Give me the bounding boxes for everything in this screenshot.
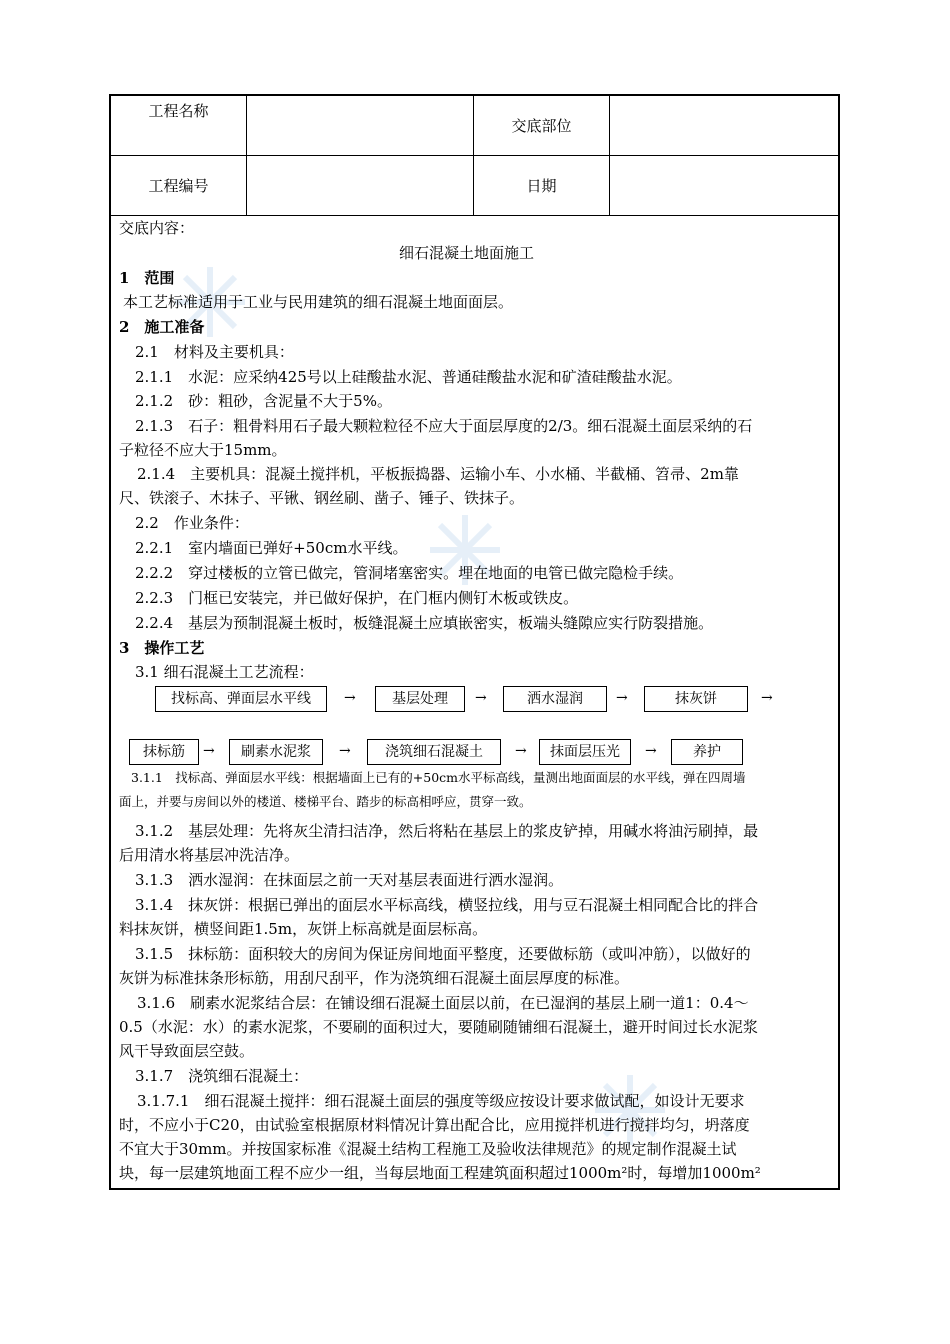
project-name-value[interactable] [247,96,474,155]
section-2-1-2: 2.1.2 砂：粗砂，含泥量不大于5%。 [135,392,392,410]
section-3-1-2-cont: 后用清水将基层冲洗洁净。 [119,846,300,864]
section-3-1-5: 3.1.5 抹标筋：面积较大的房间为保证房间地面平整度，还要做标筋（或叫冲筋），以做好的 [135,945,751,963]
flow-arrow: → [203,743,215,759]
project-name-label: 工程名称 [111,96,247,155]
section-3-1-7-1-cont: 时，不应小于C20，由试验室根据原材料情况计算出配合比，应用搅拌机进行搅拌均匀，坍落度 [119,1116,750,1134]
handover-form [109,94,840,1190]
date-label: 日期 [474,155,610,215]
flow-step-2: 基层处理 [375,686,465,712]
flow-step-5: 抹标筋 [129,739,199,765]
section-2-1-1: 2.1.1 水泥：应采纳425号以上硅酸盐水泥、普通硅酸盐水泥和矿渣硅酸盐水泥。 [135,368,682,386]
section-2-1: 2.1 材料及主要机具： [135,343,294,361]
section-3-1-3: 3.1.3 洒水湿润：在抹面层之前一天对基层表面进行洒水湿润。 [135,871,564,889]
flow-arrow: → [515,743,527,759]
section-2-1-3: 2.1.3 石子：粗骨料用石子最大颗粒粒径不应大于面层厚度的2/3。细石混凝土面层采纳的石 [135,417,753,435]
flow-arrow: → [616,690,628,706]
flow-step-6: 刷素水泥浆 [229,739,323,765]
section-3-1-6-cont: 0.5（水泥：水）的素水泥浆，不要刷的面积过大，要随刷随铺细石混凝土，避开时间过长水泥浆 [119,1018,758,1036]
section-3-1: 3.1 细石混凝土工艺流程： [135,663,314,681]
section-2-1-4: 2.1.4 主要机具：混凝土搅拌机，平板振捣器、运输小车、小水桶、半截桶、笤帚、2m靠 [137,465,739,483]
section-3-1-7-1-cont-3: 块，每一层建筑地面工程不应少一组，当每层地面工程建筑面积超过1000m²时，每增加1000m² [119,1164,761,1182]
flow-arrow: → [761,690,773,706]
section-3-1-7-1-cont-2: 不宜大于30mm。并按国家标准《混凝土结构工程施工及验收法律规范》的规定制作混凝土试 [119,1140,737,1158]
section-3-1-4: 3.1.4 抹灰饼：根据已弹出的面层水平标高线，横竖拉线，用与豆石混凝土相同配合比的拌合 [135,896,759,914]
intro-label: 交底内容： [119,219,195,237]
section-2-2-3: 2.2.3 门框已安装完，并已做好保护，在门框内侧钉木板或铁皮。 [135,589,579,607]
project-number-label: 工程编号 [111,155,247,215]
section-3-1-5-cont: 灰饼为标准抹条形标筋，用刮尺刮平，作为浇筑细石混凝土面层厚度的标准。 [119,969,630,987]
section-1-heading: 1 范围 [119,269,175,287]
flow-step-8: 抹面层压光 [539,739,631,765]
date-value[interactable] [610,155,839,215]
section-2-2-4: 2.2.4 基层为预制混凝土板时，板缝混凝土应填嵌密实，板端头缝隙应实行防裂措施。 [135,614,714,632]
flow-step-3: 洒水湿润 [503,686,607,712]
handover-part-value[interactable] [610,96,839,155]
header-table [111,96,838,216]
section-3-1-2: 3.1.2 基层处理：先将灰尘清扫洁净，然后将粘在基层上的浆皮铲掉，用碱水将油污刷掉，最 [135,822,759,840]
project-number-value[interactable] [247,155,474,215]
section-3-1-6: 3.1.6 刷素水泥浆结合层：在铺设细石混凝土面层以前，在已湿润的基层上刷一道1：0.4～ [137,994,749,1012]
section-2-2-1: 2.2.1 室内墙面已弹好+50cm水平线。 [135,539,408,557]
flow-arrow: → [339,743,351,759]
section-2-1-4-cont: 尺、铁滚子、木抹子、平锹、钢丝刷、凿子、锤子、铁抹子。 [119,489,525,507]
section-3-1-7-1: 3.1.7.1 细石混凝土搅拌：细石混凝土面层的强度等级应按设计要求做试配，如设计无要求 [137,1092,745,1110]
section-3-1-6-cont-2: 风干导致面层空鼓。 [119,1042,255,1060]
section-3-heading: 3 操作工艺 [119,639,205,657]
section-1-text: 本工艺标准适用于工业与民用建筑的细石混凝土地面面层。 [123,293,514,311]
handover-part-label: 交底部位 [474,96,610,155]
section-2-heading: 2 施工准备 [119,318,205,336]
section-3-1-1-cont: 面上，并要与房间以外的楼道、楼梯平台、踏步的标高相呼应，贯穿一致。 [119,794,532,809]
flow-arrow: → [645,743,657,759]
section-3-1-4-cont: 料抹灰饼，横竖间距1.5m，灰饼上标高就是面层标高。 [119,920,488,938]
flow-arrow: → [344,690,356,706]
section-2-2: 2.2 作业条件： [135,514,249,532]
flow-step-4: 抹灰饼 [644,686,748,712]
section-2-2-2: 2.2.2 穿过楼板的立管已做完，管洞堵塞密实。埋在地面的电管已做完隐检手续。 [135,564,684,582]
flow-arrow: → [475,690,487,706]
section-3-1-7: 3.1.7 浇筑细石混凝土： [135,1067,309,1085]
section-3-1-1: 3.1.1 找标高、弹面层水平线：根据墙面上已有的+50cm水平标高线，量测出地面面层的水平线，弹在四周墙 [131,770,746,785]
section-2-1-3-cont: 子粒径不应大于15mm。 [119,441,287,459]
flow-step-7: 浇筑细石混凝土 [367,739,501,765]
doc-title: 细石混凝土地面施工 [399,244,535,262]
flow-step-1: 找标高、弹面层水平线 [155,686,327,712]
flow-step-9: 养护 [671,739,743,765]
